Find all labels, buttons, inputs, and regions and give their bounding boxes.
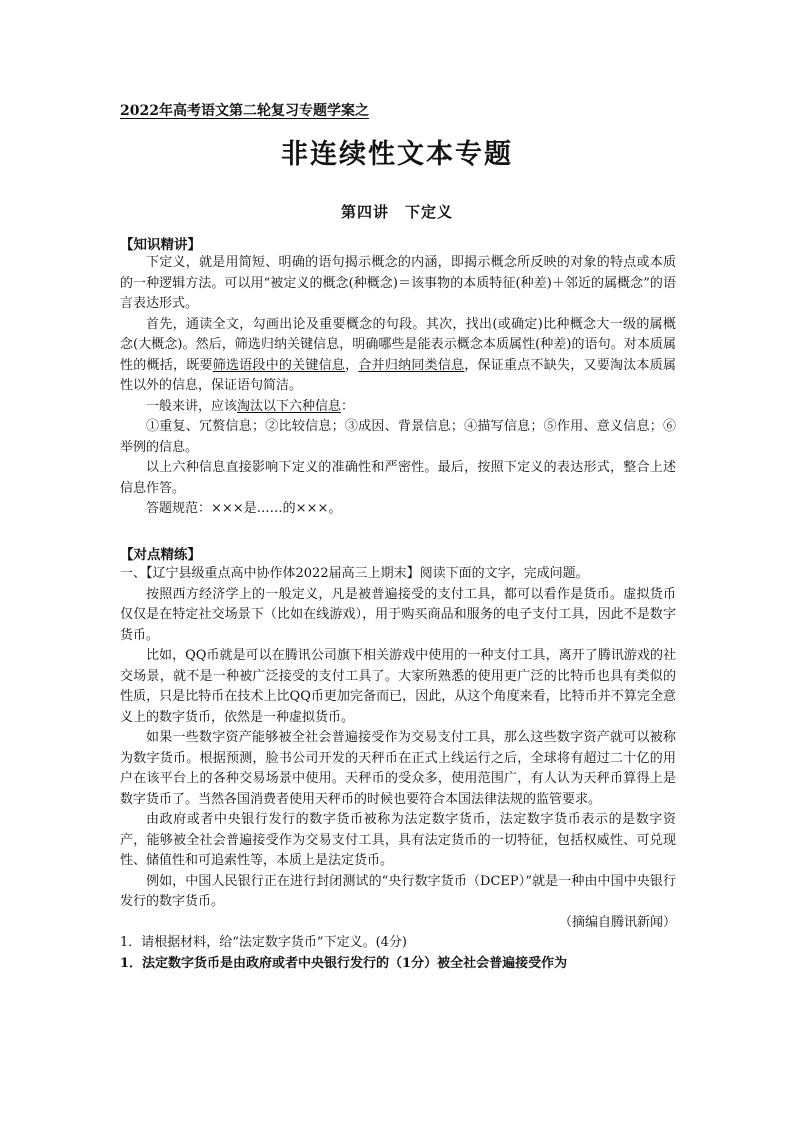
knowledge-section [120, 253, 676, 520]
knowledge-heading: 【知识精讲】 [120, 237, 201, 253]
colon: ： [341, 398, 355, 414]
knowledge-paragraph-2-end: ，保证重点不缺失，又要淘汰本质属性以外的信息，保证语句简洁。 [120, 357, 676, 393]
answer-1: 1．法定数字货币是由政府或者中央银行发行的（1分）被全社会普遍接受作为 [120, 955, 568, 971]
passage-paragraph-4: 由政府或者中央银行发行的数字货币被称为法定数字货币，法定数字货币表示的是数字资产，能够被全社会普遍接受作为交易支付工具，具有法定货币的一切特征，包括权威性、可兑现性、储值性和可追索性等，本质上是法定货币。 [120, 812, 676, 868]
passage-paragraph-2: 比如，QQ币就是可以在腾讯公司旗下相关游戏中使用的一种支付工具，离开了腾讯游戏的社交场景，就不是一种被广泛接受的支付工具了。大家所熟悉的使用更广泛的比特币也具有类似的性质，只是比特币在技术上比QQ币更加完备而已，因此，从这个角度来看，比特币并不算完全意义上的数字货币，依然是一种虚拟货币。 [120, 648, 676, 725]
practice-section [120, 564, 676, 974]
six-info-list: ①重复、冗赘信息；②比较信息；③成因、背景信息；④描写信息；⑤作用、意义信息；⑥举例的信息。 [120, 419, 676, 455]
source-note: （摘编自腾讯新闻） [558, 914, 676, 930]
question-1: 1．请根据材料，给“法定数字货币”下定义。(4分) [120, 935, 407, 950]
underlined-key-info: 筛选语段中的关键信息 [212, 357, 346, 373]
knowledge-paragraph-2-text: 首先，通读全文，勾画出论及重要概念的句段。其次，找出(或确定)比种概念大一级的属概念(大概念)。然后，筛选归纳关键信息，明确哪些是能表示概念本质属性(种差)的语句。对本质属性的概括，既要 [120, 316, 676, 373]
passage-paragraph-3: 如果一些数字资产能够被全社会普遍接受作为交易支付工具，那么这些数字资产就可以被称为数字货币。根据预测，脸书公司开发的天秤币在正式上线运行之后，全球将有超过二十亿的用户在该平台上的各种交易场景中使用。天秤币的受众多，使用范围广，有人认为天秤币算得上是数字货币了。当然各国消费者使用天秤币的时候也要符合本国法律法规的监管要求。 [120, 730, 676, 807]
knowledge-paragraph-3 [120, 397, 676, 418]
underlined-merge-info: 合并归纳同类信息 [358, 357, 465, 373]
answer-format: 答题规范：×××是……的×××。 [146, 501, 342, 516]
knowledge-paragraph-3-text: 一般来讲，应该 [146, 398, 238, 414]
knowledge-paragraph-1: 下定义，就是用简短、明确的语句揭示概念的内涵，即揭示概念所反映的对象的特点或本质的一种逻辑方法。可以用“被定义的概念(种概念)＝该事物的本质特征(种差)＋邻近的属概念”的语言表达形式。 [120, 255, 676, 311]
passage-paragraph-1: 按照西方经济学上的一般定义，凡是被普遍接受的支付工具，都可以看作是货币。虚拟货币仅仅是在特定社交场景下（比如在线游戏），用于购买商品和服务的电子支付工具，因此不是数字货币。 [120, 586, 676, 643]
lecture-title: 第四讲 下定义 [340, 203, 453, 221]
knowledge-paragraph-5: 以上六种信息直接影响下定义的准确性和严密性。最后，按照下定义的表达形式，整合上述信息作答。 [120, 460, 676, 496]
question-intro: 一、【辽宁县级重点高中协作体2022届高三上期末】阅读下面的文字，完成问题。 [120, 566, 589, 581]
knowledge-paragraph-2 [120, 315, 676, 397]
practice-heading: 【对点精练】 [120, 547, 201, 563]
page-title: 非连续性文本专题 [281, 139, 513, 170]
series-subtitle: 2022年高考语文第二轮复习专题学案之 [120, 103, 369, 119]
underlined-six-info: 淘汰以下六种信息 [237, 398, 342, 414]
passage-paragraph-5: 例如，中国人民银行正在进行封闭测试的“央行数字货币（DCEP）”就是一种由中国中央银行发行的数字货币。 [120, 873, 676, 909]
comma: ， [345, 357, 359, 373]
